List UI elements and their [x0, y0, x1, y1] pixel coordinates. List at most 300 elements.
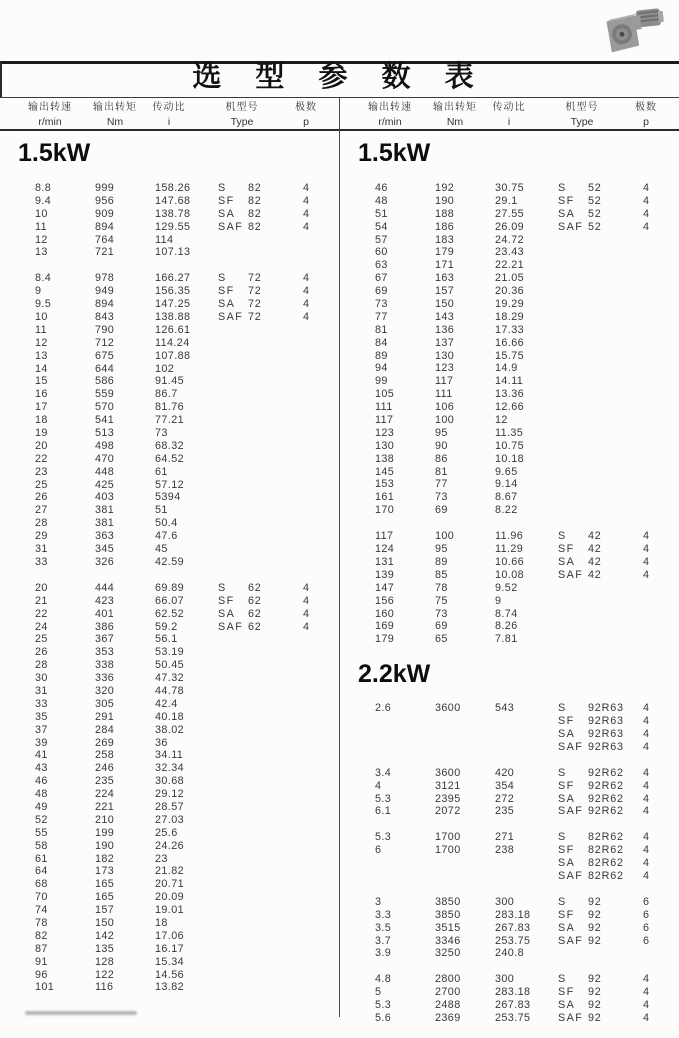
- table-row: [0, 453, 340, 466]
- cell-ratio: 8.22: [495, 504, 518, 517]
- cell-rpm: 31: [35, 543, 48, 556]
- cell-poles: [643, 453, 669, 466]
- cell-ratio: 36: [155, 736, 168, 749]
- cell-type-series: [558, 478, 588, 491]
- cell-poles: [303, 530, 329, 543]
- cell-type-size: [248, 814, 303, 827]
- cell-ratio: 69.89: [155, 581, 185, 594]
- cell-poles: [643, 362, 669, 375]
- cell-ratio: 23: [155, 852, 168, 865]
- header-cell: [430, 100, 480, 130]
- table-row: [340, 453, 679, 466]
- cell-torque: 77: [435, 478, 448, 491]
- cell-type-size: [248, 878, 303, 891]
- cell-type-series: [558, 388, 588, 401]
- cell-type-series: [218, 775, 248, 788]
- cell-torque: 111: [435, 388, 453, 401]
- cell-type-size: 52: [588, 207, 602, 220]
- cell-poles: [303, 659, 329, 672]
- cell-torque: 345: [95, 543, 115, 556]
- cell-type-size: [248, 504, 303, 517]
- cell-type-series: [218, 234, 248, 247]
- cell-torque: 246: [95, 762, 115, 775]
- cell-poles: [303, 840, 329, 853]
- cell-rpm: 26: [35, 491, 48, 504]
- data-block: [340, 767, 679, 819]
- cell-poles: [643, 440, 669, 453]
- cell-type-size: [588, 285, 643, 298]
- table-row: [340, 362, 679, 375]
- cell-type-series: [218, 504, 248, 517]
- header-cell: [626, 100, 666, 130]
- table-row: [0, 182, 340, 195]
- cell-poles: [643, 285, 669, 298]
- cell-type-size: [248, 479, 303, 492]
- cell-type-size: [248, 440, 303, 453]
- cell-rpm: 117: [375, 414, 394, 427]
- header-cell: [90, 100, 140, 130]
- cell-rpm: 101: [35, 981, 55, 994]
- cell-torque: 712: [95, 336, 115, 349]
- table-row: [0, 543, 340, 556]
- cell-rpm: 55: [35, 826, 48, 839]
- cell-type-size: [588, 582, 643, 595]
- cell-type-size: [588, 466, 643, 479]
- cell-ratio: 51: [155, 504, 168, 517]
- cell-type-size: 52: [588, 220, 602, 233]
- cell-type-series: [218, 685, 248, 698]
- cell-poles: [643, 375, 669, 388]
- data-block: [0, 272, 340, 568]
- cell-type-series: S: [558, 973, 567, 986]
- table-row: [340, 259, 679, 272]
- cell-poles: [303, 956, 329, 969]
- cell-ratio: 9.52: [495, 581, 518, 594]
- cell-poles: [643, 582, 669, 595]
- cell-rpm: 25: [35, 633, 48, 646]
- cell-poles: [643, 337, 669, 350]
- cell-ratio: 147.25: [155, 298, 191, 311]
- cell-torque: 65: [435, 633, 448, 646]
- table-row: [340, 620, 679, 633]
- cell-poles: 4: [303, 607, 310, 620]
- cell-rpm: 78: [35, 916, 48, 929]
- table-row: [340, 633, 679, 646]
- cell-torque: 75: [435, 594, 448, 607]
- table-row: [0, 646, 340, 659]
- cell-rpm: 124: [375, 543, 395, 556]
- cell-rpm: 8.4: [35, 272, 52, 285]
- cell-ratio: 5394: [155, 491, 181, 504]
- cell-type-series: [218, 363, 248, 376]
- cell-type-size: [248, 943, 303, 956]
- cell-ratio: 8.26: [495, 620, 518, 633]
- table-row: [0, 595, 340, 608]
- cell-ratio: 126.61: [155, 323, 191, 336]
- cell-poles: [643, 504, 669, 517]
- cell-type-size: 92: [588, 908, 602, 921]
- cell-poles: 4: [643, 740, 650, 753]
- cell-type-series: SAF: [558, 869, 584, 882]
- cell-ratio: 62.52: [155, 607, 185, 620]
- cell-poles: [303, 711, 329, 724]
- cell-poles: 4: [643, 792, 650, 805]
- cell-type-size: [248, 865, 303, 878]
- cell-rpm: 52: [35, 813, 48, 826]
- cell-type-series: [218, 633, 248, 646]
- cell-ratio: 12: [495, 414, 508, 427]
- cell-type-size: [248, 543, 303, 556]
- data-block: [340, 182, 679, 517]
- cell-torque: 644: [95, 362, 115, 375]
- cell-type-series: SF: [558, 715, 575, 728]
- table-row: [340, 1012, 679, 1025]
- cell-ratio: 10.75: [495, 439, 525, 452]
- cell-type-size: [248, 453, 303, 466]
- cell-ratio: 543: [495, 702, 515, 715]
- cell-poles: [303, 737, 329, 750]
- cell-poles: 4: [643, 857, 650, 870]
- cell-type-series: SA: [558, 727, 576, 740]
- table-row: [340, 543, 679, 556]
- cell-poles: [643, 427, 669, 440]
- cell-rpm: 5.3: [375, 831, 392, 844]
- table-row: [340, 844, 679, 857]
- cell-torque: 165: [95, 878, 115, 891]
- cell-poles: [643, 234, 669, 247]
- cell-torque: 894: [95, 220, 115, 233]
- cell-ratio: 272: [495, 792, 515, 805]
- cell-poles: [303, 324, 329, 337]
- cell-ratio: 15.75: [495, 349, 525, 362]
- cell-rpm: 69: [375, 285, 388, 298]
- section-title: 1.5kW: [18, 139, 91, 167]
- cell-rpm: 99: [375, 375, 388, 388]
- cell-ratio: 166.27: [155, 272, 191, 285]
- table-row: [0, 440, 340, 453]
- cell-poles: [303, 969, 329, 982]
- cell-ratio: 271: [495, 831, 515, 844]
- cell-rpm: 3.9: [375, 947, 392, 960]
- cell-ratio: 66.07: [155, 594, 185, 607]
- table-row: [340, 311, 679, 324]
- cell-rpm: 111: [375, 401, 393, 414]
- cell-rpm: [375, 741, 435, 754]
- cell-type-size: 42: [588, 555, 602, 568]
- header-label: 输出转矩: [433, 102, 477, 113]
- cell-poles: 4: [643, 530, 650, 543]
- cell-poles: [643, 311, 669, 324]
- cell-type-size: [588, 337, 643, 350]
- cell-poles: 4: [643, 869, 650, 882]
- cell-rpm: 28: [35, 517, 48, 530]
- cell-type-size: [588, 401, 643, 414]
- cell-type-series: [218, 698, 248, 711]
- cell-poles: [303, 930, 329, 943]
- cell-poles: [303, 672, 329, 685]
- cell-torque: 403: [95, 491, 115, 504]
- cell-ratio: 68.32: [155, 439, 185, 452]
- cell-type-size: [588, 633, 643, 646]
- cell-rpm: 48: [35, 788, 48, 801]
- cell-poles: 4: [303, 285, 310, 298]
- cell-torque: 764: [95, 233, 115, 246]
- cell-torque: 570: [95, 401, 115, 414]
- cell-type-series: [218, 350, 248, 363]
- cell-torque: 3850: [435, 895, 461, 908]
- cell-type-series: SAF: [558, 568, 584, 581]
- cell-torque: 2395: [435, 792, 461, 805]
- table-row: [0, 285, 340, 298]
- cell-type-series: [218, 737, 248, 750]
- cell-type-series: [218, 840, 248, 853]
- table-row: [0, 801, 340, 814]
- cell-type-series: SA: [558, 999, 576, 1012]
- cell-ratio: 11.96: [495, 530, 524, 543]
- cell-torque: 586: [95, 375, 115, 388]
- cell-rpm: 24: [35, 620, 48, 633]
- cell-ratio: 29.1: [495, 194, 518, 207]
- cell-torque: 90: [435, 439, 448, 452]
- table-row: [0, 853, 340, 866]
- cell-torque: 135: [95, 942, 115, 955]
- table-row: [0, 711, 340, 724]
- cell-type-size: [588, 478, 643, 491]
- cell-rpm: 153: [375, 478, 395, 491]
- cell-ratio: 16.66: [495, 336, 525, 349]
- cell-ratio: 59.2: [155, 620, 178, 633]
- cell-type-size: [248, 788, 303, 801]
- cell-ratio: 20.09: [155, 891, 185, 904]
- cell-poles: [303, 543, 329, 556]
- table-row: [340, 857, 679, 870]
- cell-type-size: [588, 620, 643, 633]
- cell-poles: 4: [643, 766, 650, 779]
- header-cell: [538, 100, 626, 130]
- cell-type-series: [218, 788, 248, 801]
- cell-rpm: 9.5: [35, 298, 52, 311]
- cell-poles: [303, 981, 329, 994]
- cell-rpm: 5.6: [375, 1011, 392, 1024]
- table-right-half: [340, 138, 679, 1038]
- cell-type-series: [218, 904, 248, 917]
- table-row: [340, 208, 679, 221]
- cell-torque: 100: [435, 414, 455, 427]
- table-row: [340, 324, 679, 337]
- cell-poles: [643, 246, 669, 259]
- cell-ratio: 114.24: [155, 336, 190, 349]
- cell-type-series: SF: [218, 594, 235, 607]
- table-row: [0, 272, 340, 285]
- header-grid: [340, 100, 679, 130]
- cell-type-series: [218, 711, 248, 724]
- table-row: [340, 221, 679, 234]
- cell-type-size: [248, 762, 303, 775]
- header-unit: i: [507, 116, 511, 128]
- cell-rpm: 160: [375, 607, 395, 620]
- table-row: [340, 234, 679, 247]
- cell-type-series: SAF: [218, 311, 244, 324]
- cell-torque: 541: [95, 414, 115, 427]
- header-label: 极数: [295, 102, 317, 113]
- cell-poles: 6: [643, 895, 650, 908]
- cell-type-series: SAF: [558, 740, 584, 753]
- cell-poles: [303, 685, 329, 698]
- cell-ratio: 12.66: [495, 401, 525, 414]
- cell-torque: 130: [435, 349, 455, 362]
- cell-type-size: 92R63: [588, 702, 624, 715]
- table-row: [0, 195, 340, 208]
- cell-rpm: 21: [35, 594, 48, 607]
- cell-ratio: 238: [495, 844, 515, 857]
- cell-type-size: [588, 362, 643, 375]
- cell-rpm: 25: [35, 478, 48, 491]
- cell-type-size: 92R63: [588, 727, 624, 740]
- cell-torque: 73: [435, 607, 448, 620]
- cell-ratio: 20.36: [495, 285, 525, 298]
- cell-type-series: [218, 388, 248, 401]
- table-row: [340, 582, 679, 595]
- header-unit: Nm: [106, 116, 124, 128]
- table-row: [0, 762, 340, 775]
- cell-rpm: 20: [35, 439, 48, 452]
- column-headers-right: [340, 100, 679, 130]
- cell-type-series: [218, 646, 248, 659]
- cell-poles: [303, 504, 329, 517]
- cell-type-series: [558, 427, 588, 440]
- cell-rpm: 138: [375, 452, 395, 465]
- cell-type-series: [558, 633, 588, 646]
- table-row: [0, 633, 340, 646]
- cell-ratio: 28.57: [155, 800, 185, 813]
- cell-torque: 3515: [435, 921, 461, 934]
- cell-ratio: 27.03: [155, 813, 185, 826]
- cell-torque: 675: [95, 349, 115, 362]
- table-row: [340, 595, 679, 608]
- table-row: [0, 234, 340, 247]
- cell-rpm: 43: [35, 762, 48, 775]
- cell-type-series: [558, 324, 588, 337]
- cell-torque: [435, 741, 495, 754]
- table-row: [0, 956, 340, 969]
- cell-torque: 106: [435, 401, 455, 414]
- cell-torque: 498: [95, 439, 115, 452]
- table-row: [0, 466, 340, 479]
- cell-ratio: 283.18: [495, 908, 531, 921]
- cell-type-series: SAF: [558, 1011, 584, 1024]
- cell-ratio: 10.08: [495, 568, 525, 581]
- cell-torque: 956: [95, 194, 115, 207]
- cell-type-series: [218, 814, 248, 827]
- cell-type-series: [558, 337, 588, 350]
- cell-type-series: [218, 724, 248, 737]
- cell-type-size: 92: [588, 986, 602, 999]
- cell-rpm: 87: [35, 942, 48, 955]
- cell-ratio: 354: [495, 779, 515, 792]
- table-row: [0, 788, 340, 801]
- cell-poles: [643, 608, 669, 621]
- cell-rpm: 16: [35, 388, 48, 401]
- cell-torque: 136: [435, 323, 455, 336]
- cell-poles: [303, 801, 329, 814]
- cell-type-size: 92: [588, 934, 602, 947]
- cell-type-size: 92R63: [588, 715, 624, 728]
- cell-torque: 190: [435, 194, 455, 207]
- cell-torque: 909: [95, 207, 115, 220]
- header-grid: [0, 100, 340, 130]
- cell-ratio: 86.7: [155, 388, 178, 401]
- cell-ratio: 32.34: [155, 762, 185, 775]
- cell-poles: [303, 698, 329, 711]
- cell-ratio: 8.74: [495, 607, 518, 620]
- cell-type-size: [248, 414, 303, 427]
- cell-ratio: 7.81: [495, 633, 518, 646]
- cell-type-size: [248, 891, 303, 904]
- cell-rpm: 123: [375, 426, 395, 439]
- cell-rpm: 3.3: [375, 908, 392, 921]
- cell-ratio: 107.88: [155, 349, 191, 362]
- header-unit: Nm: [446, 116, 464, 128]
- cell-ratio: 44.78: [155, 684, 185, 697]
- cell-poles: 4: [643, 727, 650, 740]
- cell-rpm: 5.3: [375, 999, 392, 1012]
- cell-type-size: [588, 246, 643, 259]
- cell-rpm: 22: [35, 607, 48, 620]
- table-row: [0, 246, 340, 259]
- cell-poles: [643, 947, 669, 960]
- cell-torque: 78: [435, 581, 448, 594]
- cell-type-series: [558, 298, 588, 311]
- cell-type-size: 52: [588, 182, 602, 194]
- cell-type-series: [218, 943, 248, 956]
- cell-torque: 2072: [435, 805, 461, 818]
- cell-ratio: 29.12: [155, 788, 185, 801]
- table-row: [340, 986, 679, 999]
- cell-poles: 4: [643, 543, 650, 556]
- cell-rpm: 170: [375, 504, 395, 517]
- data-block: [340, 896, 679, 960]
- cell-torque: 142: [95, 929, 115, 942]
- table-row: [0, 401, 340, 414]
- cell-poles: 4: [643, 194, 650, 207]
- cell-torque: 123: [435, 362, 455, 375]
- table-row: [0, 388, 340, 401]
- table-row: [340, 530, 679, 543]
- cell-poles: [303, 427, 329, 440]
- table-row: [0, 904, 340, 917]
- data-block: [340, 831, 679, 883]
- cell-ratio: 23.43: [495, 246, 525, 259]
- cell-torque: 386: [95, 620, 115, 633]
- cell-poles: [303, 865, 329, 878]
- cell-type-series: [218, 956, 248, 969]
- cell-ratio: 50.4: [155, 517, 178, 530]
- cell-torque: 150: [435, 298, 455, 311]
- cell-type-size: 42: [588, 530, 602, 543]
- cell-type-size: [248, 388, 303, 401]
- cell-rpm: 37: [35, 723, 48, 736]
- cell-ratio: 19.29: [495, 298, 525, 311]
- cell-type-size: 72: [248, 311, 262, 324]
- cell-type-size: [248, 556, 303, 569]
- cell-type-series: [558, 947, 588, 960]
- cell-torque: 171: [435, 259, 455, 272]
- cell-rpm: 147: [375, 581, 395, 594]
- cell-type-size: [248, 749, 303, 762]
- cell-ratio: 147.68: [155, 194, 191, 207]
- cell-type-series: [558, 362, 588, 375]
- cell-type-size: [248, 904, 303, 917]
